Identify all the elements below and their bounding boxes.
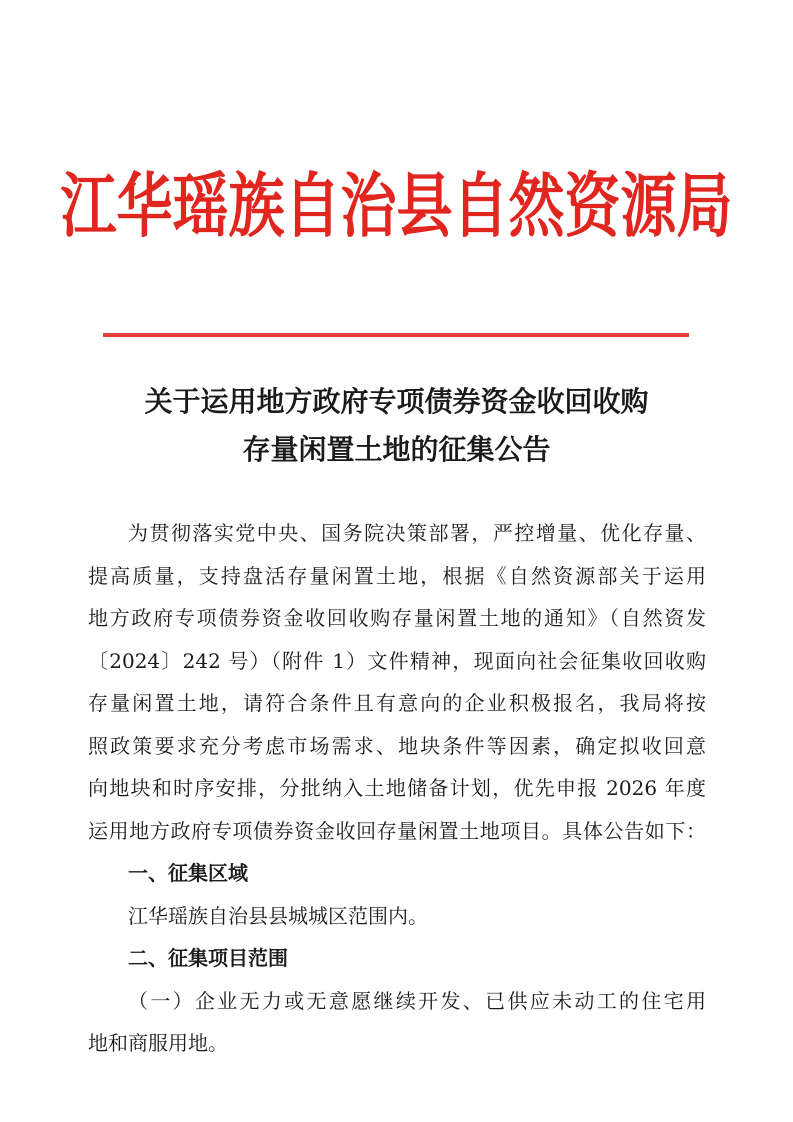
document-title-line-2: 存量闲置土地的征集公告 <box>242 433 551 466</box>
red-divider-line <box>103 333 689 337</box>
section-2-item-1-line-1: （一）企业无力或无意愿继续开发、已供应未动工的住宅用 <box>128 988 706 1013</box>
section-1-content: 江华瑶族自治县县城城区范围内。 <box>128 903 428 928</box>
intro-line-6: 照政策要求充分考虑市场需求、地块条件等因素，确定拟收回意 <box>88 733 706 758</box>
intro-line-2: 提高质量，支持盘活存量闲置土地，根据《自然资源部关于运用 <box>88 563 706 588</box>
intro-line-4: 〔2024〕242 号）（附件 1）文件精神，现面向社会征集收回收购 <box>88 648 706 673</box>
intro-line-7: 向地块和时序安排，分批纳入土地储备计划，优先申报 2026 年度 <box>88 776 706 800</box>
document-body <box>88 512 706 1065</box>
intro-line-3: 地方政府专项债券资金收回收购存量闲置土地的通知》（自然资发 <box>88 606 706 630</box>
document-title-line-1: 关于运用地方政府专项债券资金收回收购 <box>144 385 649 418</box>
intro-line-5: 存量闲置土地，请符合条件且有意向的企业积极报名，我局将按 <box>88 691 706 715</box>
section-2-heading: 二、征集项目范围 <box>128 946 288 970</box>
intro-line-1: 为贯彻落实党中央、国务院决策部署，严控增量、优化存量、 <box>128 521 706 545</box>
section-1-heading: 一、征集区域 <box>128 861 248 885</box>
agency-letterhead: 江华瑶族自治县自然资源局 <box>60 165 733 248</box>
section-2-item-1-line-2: 地和商服用地。 <box>88 1031 228 1055</box>
intro-line-8: 运用地方政府专项债券资金收回存量闲置土地项目。具体公告如下： <box>88 818 706 843</box>
